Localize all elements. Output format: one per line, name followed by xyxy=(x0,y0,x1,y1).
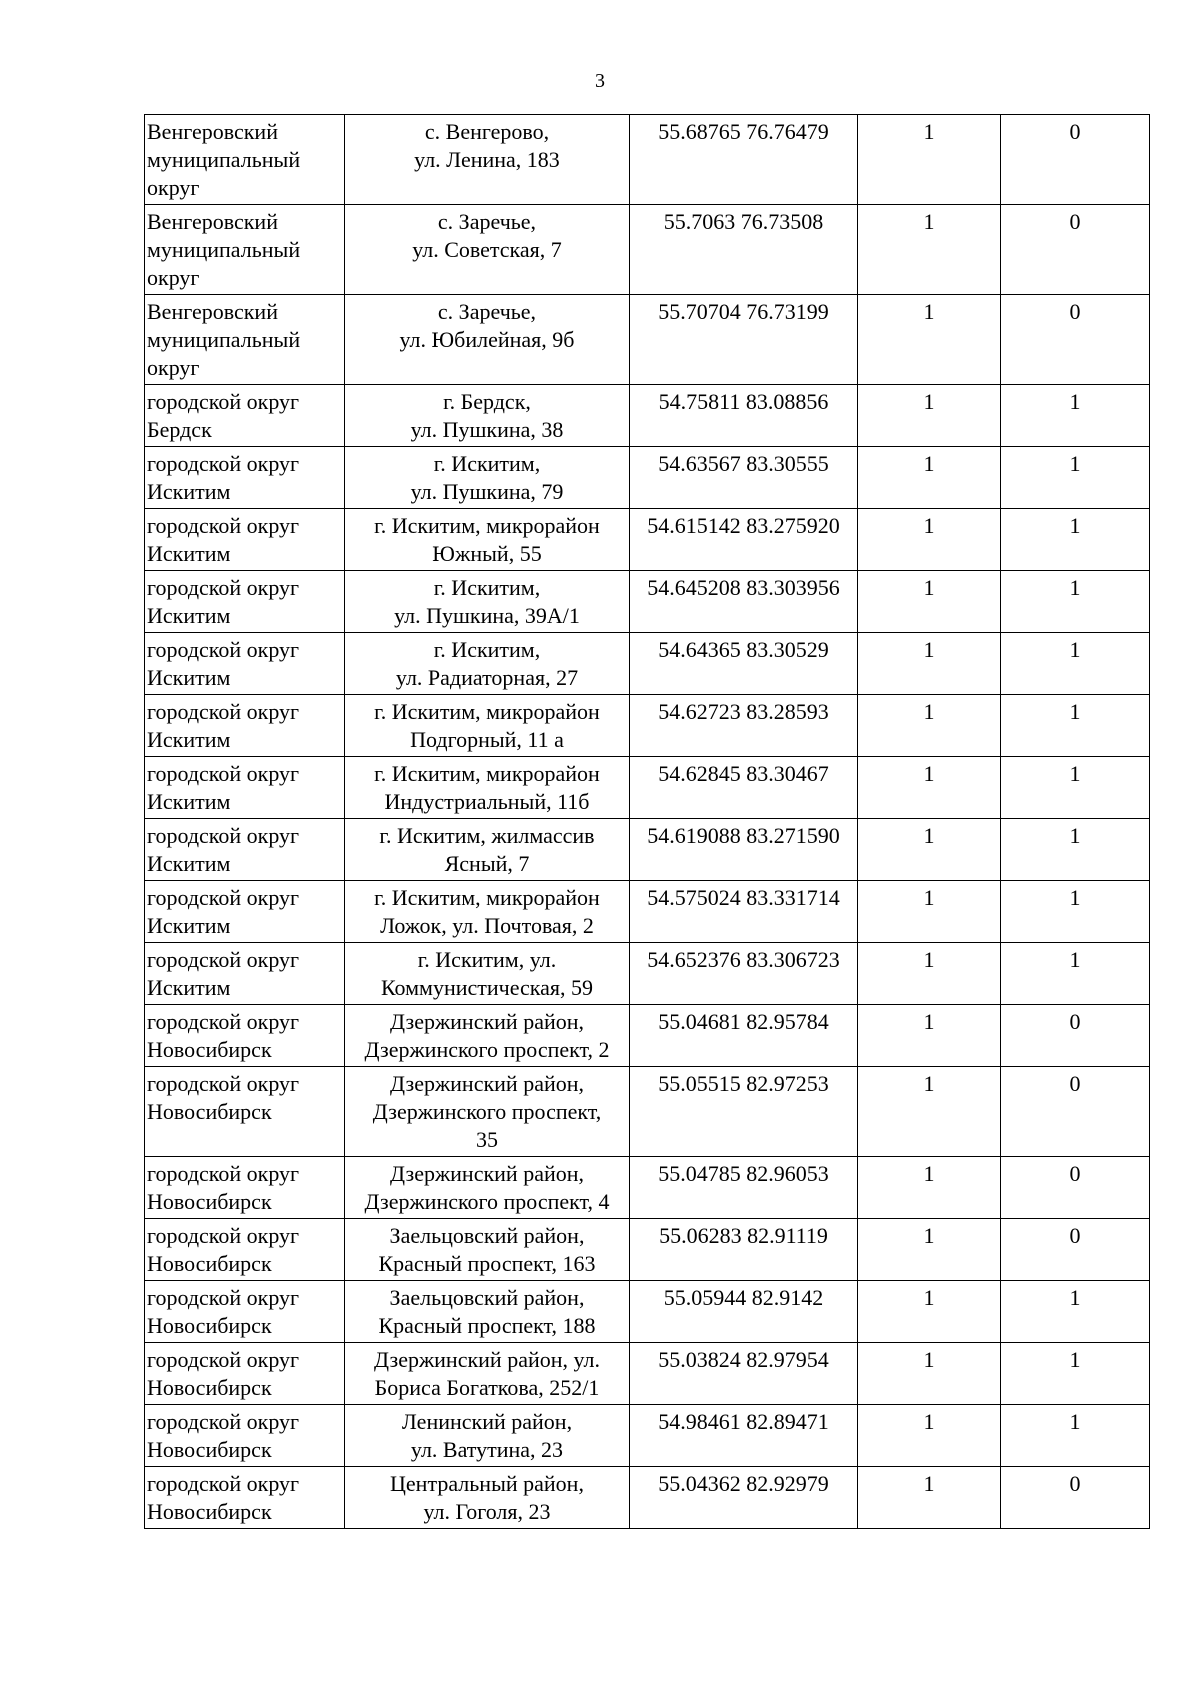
district-line: городской округ xyxy=(147,885,300,910)
table-row xyxy=(145,1067,1150,1157)
district-line: Искитим xyxy=(147,665,231,690)
district-line: муниципальный xyxy=(147,147,301,172)
coordinates-cell: 55.04681 82.95784 xyxy=(630,1005,858,1067)
district-cell xyxy=(145,1281,345,1343)
table-row xyxy=(145,205,1150,295)
district-line: Искитим xyxy=(147,975,231,1000)
table-row xyxy=(145,1281,1150,1343)
district-line: городской округ xyxy=(147,1471,300,1496)
count-cell: 1 xyxy=(858,1067,1001,1157)
district-line: городской округ xyxy=(147,513,300,538)
table-row xyxy=(145,757,1150,819)
count-cell: 1 xyxy=(858,385,1001,447)
count-cell: 1 xyxy=(858,1281,1001,1343)
flag-cell: 1 xyxy=(1001,1281,1150,1343)
coordinates-cell: 54.62723 83.28593 xyxy=(630,695,858,757)
address-line: г. Искитим, жилмассив xyxy=(379,823,595,848)
district-cell xyxy=(145,1405,345,1467)
district-line: муниципальный xyxy=(147,237,301,262)
district-line: округ xyxy=(147,355,200,380)
flag-cell: 0 xyxy=(1001,1067,1150,1157)
address-line: ул. Пушкина, 79 xyxy=(410,479,564,504)
address-line: ул. Ленина, 183 xyxy=(414,147,560,172)
address-cell xyxy=(345,819,630,881)
address-cell xyxy=(345,1067,630,1157)
coordinates-cell: 55.7063 76.73508 xyxy=(630,205,858,295)
district-line: Венгеровский xyxy=(147,209,278,234)
address-line: Дзержинский район, xyxy=(389,1071,585,1096)
address-line: Подгорный, 11 а xyxy=(410,727,564,752)
district-cell xyxy=(145,633,345,695)
district-line: городской округ xyxy=(147,823,300,848)
address-line: Бориса Богаткова, 252/1 xyxy=(374,1375,600,1400)
coordinates-cell: 54.652376 83.306723 xyxy=(630,943,858,1005)
address-line: г. Искитим, ул. xyxy=(417,947,557,972)
district-cell xyxy=(145,1157,345,1219)
flag-cell: 0 xyxy=(1001,1005,1150,1067)
district-line: городской округ xyxy=(147,1347,300,1372)
district-line: Венгеровский xyxy=(147,119,278,144)
address-line: Дзержинского проспект, xyxy=(372,1099,602,1124)
district-line: Искитим xyxy=(147,727,231,752)
table-row xyxy=(145,509,1150,571)
district-cell xyxy=(145,1467,345,1529)
address-cell xyxy=(345,1157,630,1219)
count-cell: 1 xyxy=(858,571,1001,633)
district-line: городской округ xyxy=(147,947,300,972)
flag-cell: 1 xyxy=(1001,819,1150,881)
flag-cell: 0 xyxy=(1001,205,1150,295)
address-line: ул. Гоголя, 23 xyxy=(423,1499,551,1524)
address-line: ул. Радиаторная, 27 xyxy=(395,665,579,690)
count-cell: 1 xyxy=(858,633,1001,695)
count-cell: 1 xyxy=(858,881,1001,943)
coordinates-cell: 55.70704 76.73199 xyxy=(630,295,858,385)
table-row xyxy=(145,943,1150,1005)
table-row xyxy=(145,695,1150,757)
address-line: с. Заречье, xyxy=(437,299,537,324)
address-cell xyxy=(345,1005,630,1067)
address-line: г. Искитим, микрорайон xyxy=(374,699,600,724)
address-cell xyxy=(345,509,630,571)
coordinates-cell: 55.68765 76.76479 xyxy=(630,115,858,205)
flag-cell: 0 xyxy=(1001,1219,1150,1281)
district-cell xyxy=(145,447,345,509)
flag-cell: 0 xyxy=(1001,295,1150,385)
district-cell xyxy=(145,695,345,757)
district-cell xyxy=(145,757,345,819)
address-line: Ленинский район, xyxy=(401,1409,573,1434)
address-line: г. Искитим, микрорайон xyxy=(374,513,600,538)
address-line: Заельцовский район, xyxy=(389,1285,585,1310)
address-cell xyxy=(345,385,630,447)
count-cell: 1 xyxy=(858,115,1001,205)
address-cell xyxy=(345,571,630,633)
count-cell: 1 xyxy=(858,757,1001,819)
address-line: с. Венгерово, xyxy=(424,119,550,144)
table-row xyxy=(145,1219,1150,1281)
district-line: городской округ xyxy=(147,761,300,786)
district-line: городской округ xyxy=(147,1285,300,1310)
table-row xyxy=(145,385,1150,447)
district-line: Новосибирск xyxy=(147,1189,272,1214)
address-cell xyxy=(345,757,630,819)
count-cell: 1 xyxy=(858,447,1001,509)
district-line: Новосибирск xyxy=(147,1251,272,1276)
district-line: Новосибирск xyxy=(147,1099,272,1124)
address-line: г. Искитим, xyxy=(433,637,541,662)
district-line: Новосибирск xyxy=(147,1313,272,1338)
count-cell: 1 xyxy=(858,509,1001,571)
table-row xyxy=(145,1467,1150,1529)
flag-cell: 1 xyxy=(1001,447,1150,509)
address-cell xyxy=(345,115,630,205)
district-line: городской округ xyxy=(147,451,300,476)
district-line: Венгеровский xyxy=(147,299,278,324)
address-line: г. Бердск, xyxy=(443,389,531,414)
district-cell xyxy=(145,509,345,571)
address-line: Красный проспект, 188 xyxy=(378,1313,596,1338)
flag-cell: 1 xyxy=(1001,881,1150,943)
count-cell: 1 xyxy=(858,819,1001,881)
district-line: городской округ xyxy=(147,1223,300,1248)
district-line: Новосибирск xyxy=(147,1375,272,1400)
district-line: муниципальный xyxy=(147,327,301,352)
coordinates-cell: 55.04362 82.92979 xyxy=(630,1467,858,1529)
address-cell xyxy=(345,205,630,295)
page-number: 3 xyxy=(595,70,605,92)
coordinates-cell: 54.575024 83.331714 xyxy=(630,881,858,943)
district-line: Искитим xyxy=(147,851,231,876)
address-cell xyxy=(345,447,630,509)
district-line: городской округ xyxy=(147,389,300,414)
district-cell xyxy=(145,205,345,295)
address-line: с. Заречье, xyxy=(437,209,537,234)
address-cell xyxy=(345,695,630,757)
district-cell xyxy=(145,295,345,385)
address-cell xyxy=(345,943,630,1005)
table-row xyxy=(145,1405,1150,1467)
address-cell xyxy=(345,295,630,385)
address-line: Заельцовский район, xyxy=(389,1223,585,1248)
flag-cell: 1 xyxy=(1001,757,1150,819)
table-row xyxy=(145,633,1150,695)
district-line: городской округ xyxy=(147,1071,300,1096)
address-line: Дзержинского проспект, 2 xyxy=(364,1037,610,1062)
address-line: Дзержинский район, ул. xyxy=(373,1347,601,1372)
count-cell: 1 xyxy=(858,295,1001,385)
table-row xyxy=(145,1005,1150,1067)
flag-cell: 1 xyxy=(1001,1405,1150,1467)
address-cell xyxy=(345,1405,630,1467)
flag-cell: 1 xyxy=(1001,633,1150,695)
address-line: Индустриальный, 11б xyxy=(384,789,590,814)
district-line: городской округ xyxy=(147,1009,300,1034)
coordinates-cell: 54.645208 83.303956 xyxy=(630,571,858,633)
address-line: Красный проспект, 163 xyxy=(378,1251,596,1276)
flag-cell: 1 xyxy=(1001,1343,1150,1405)
district-line: Искитим xyxy=(147,789,231,814)
district-line: городской округ xyxy=(147,637,300,662)
flag-cell: 1 xyxy=(1001,943,1150,1005)
district-cell xyxy=(145,1219,345,1281)
address-line: ул. Пушкина, 39А/1 xyxy=(394,603,580,628)
table-row xyxy=(145,447,1150,509)
count-cell: 1 xyxy=(858,1467,1001,1529)
address-line: г. Искитим, микрорайон xyxy=(374,885,600,910)
district-line: Искитим xyxy=(147,479,231,504)
address-cell xyxy=(345,633,630,695)
count-cell: 1 xyxy=(858,1005,1001,1067)
count-cell: 1 xyxy=(858,205,1001,295)
address-line: г. Искитим, микрорайон xyxy=(374,761,600,786)
district-line: городской округ xyxy=(147,1409,300,1434)
district-line: городской округ xyxy=(147,1161,300,1186)
count-cell: 1 xyxy=(858,1157,1001,1219)
address-line: Дзержинский район, xyxy=(389,1009,585,1034)
district-line: Новосибирск xyxy=(147,1499,272,1524)
address-line: Коммунистическая, 59 xyxy=(380,975,594,1000)
address-cell xyxy=(345,1219,630,1281)
flag-cell: 1 xyxy=(1001,509,1150,571)
coordinates-cell: 55.05515 82.97253 xyxy=(630,1067,858,1157)
flag-cell: 0 xyxy=(1001,115,1150,205)
count-cell: 1 xyxy=(858,943,1001,1005)
district-line: округ xyxy=(147,265,200,290)
district-cell xyxy=(145,115,345,205)
district-line: Новосибирск xyxy=(147,1037,272,1062)
district-cell xyxy=(145,1067,345,1157)
count-cell: 1 xyxy=(858,1405,1001,1467)
address-line: Дзержинский район, xyxy=(389,1161,585,1186)
flag-cell: 1 xyxy=(1001,385,1150,447)
district-cell xyxy=(145,819,345,881)
address-line: ул. Ватутина, 23 xyxy=(410,1437,564,1462)
address-cell xyxy=(345,1343,630,1405)
district-line: Новосибирск xyxy=(147,1437,272,1462)
address-line: ул. Советская, 7 xyxy=(412,237,562,262)
flag-cell: 1 xyxy=(1001,695,1150,757)
coordinates-cell: 55.06283 82.91119 xyxy=(630,1219,858,1281)
address-line: ул. Пушкина, 38 xyxy=(410,417,564,442)
coordinates-cell: 54.64365 83.30529 xyxy=(630,633,858,695)
table-row xyxy=(145,819,1150,881)
district-line: Искитим xyxy=(147,541,231,566)
address-line: Дзержинского проспект, 4 xyxy=(364,1189,610,1214)
coordinates-cell: 54.615142 83.275920 xyxy=(630,509,858,571)
table-row xyxy=(145,295,1150,385)
district-line: городской округ xyxy=(147,575,300,600)
address-cell xyxy=(345,1281,630,1343)
address-cell xyxy=(345,1467,630,1529)
district-cell xyxy=(145,571,345,633)
address-cell xyxy=(345,881,630,943)
address-line: Южный, 55 xyxy=(432,541,542,566)
flag-cell: 1 xyxy=(1001,571,1150,633)
locations-table xyxy=(144,114,1150,1529)
address-line: г. Искитим, xyxy=(433,451,541,476)
coordinates-cell: 54.75811 83.08856 xyxy=(630,385,858,447)
coordinates-cell: 55.05944 82.9142 xyxy=(630,1281,858,1343)
count-cell: 1 xyxy=(858,1343,1001,1405)
address-line: г. Искитим, xyxy=(433,575,541,600)
district-line: округ xyxy=(147,175,200,200)
district-line: Искитим xyxy=(147,603,231,628)
flag-cell: 0 xyxy=(1001,1467,1150,1529)
district-cell xyxy=(145,881,345,943)
district-line: городской округ xyxy=(147,699,300,724)
flag-cell: 0 xyxy=(1001,1157,1150,1219)
address-line: Ясный, 7 xyxy=(444,851,530,876)
count-cell: 1 xyxy=(858,1219,1001,1281)
table-row xyxy=(145,571,1150,633)
district-line: Искитим xyxy=(147,913,231,938)
coordinates-cell: 54.619088 83.271590 xyxy=(630,819,858,881)
table-body xyxy=(145,115,1150,1529)
coordinates-cell: 54.98461 82.89471 xyxy=(630,1405,858,1467)
table-row xyxy=(145,881,1150,943)
table-row xyxy=(145,1157,1150,1219)
district-cell xyxy=(145,1343,345,1405)
address-line: ул. Юбилейная, 9б xyxy=(399,327,575,352)
coordinates-cell: 55.03824 82.97954 xyxy=(630,1343,858,1405)
count-cell: 1 xyxy=(858,695,1001,757)
district-cell xyxy=(145,385,345,447)
coordinates-cell: 54.62845 83.30467 xyxy=(630,757,858,819)
district-cell xyxy=(145,1005,345,1067)
table-row xyxy=(145,1343,1150,1405)
coordinates-cell: 55.04785 82.96053 xyxy=(630,1157,858,1219)
table-row xyxy=(145,115,1150,205)
district-line: Бердск xyxy=(147,417,212,442)
address-line: 35 xyxy=(476,1127,498,1152)
address-line: Центральный район, xyxy=(390,1471,584,1496)
address-line: Ложок, ул. Почтовая, 2 xyxy=(380,913,594,938)
coordinates-cell: 54.63567 83.30555 xyxy=(630,447,858,509)
district-cell xyxy=(145,943,345,1005)
